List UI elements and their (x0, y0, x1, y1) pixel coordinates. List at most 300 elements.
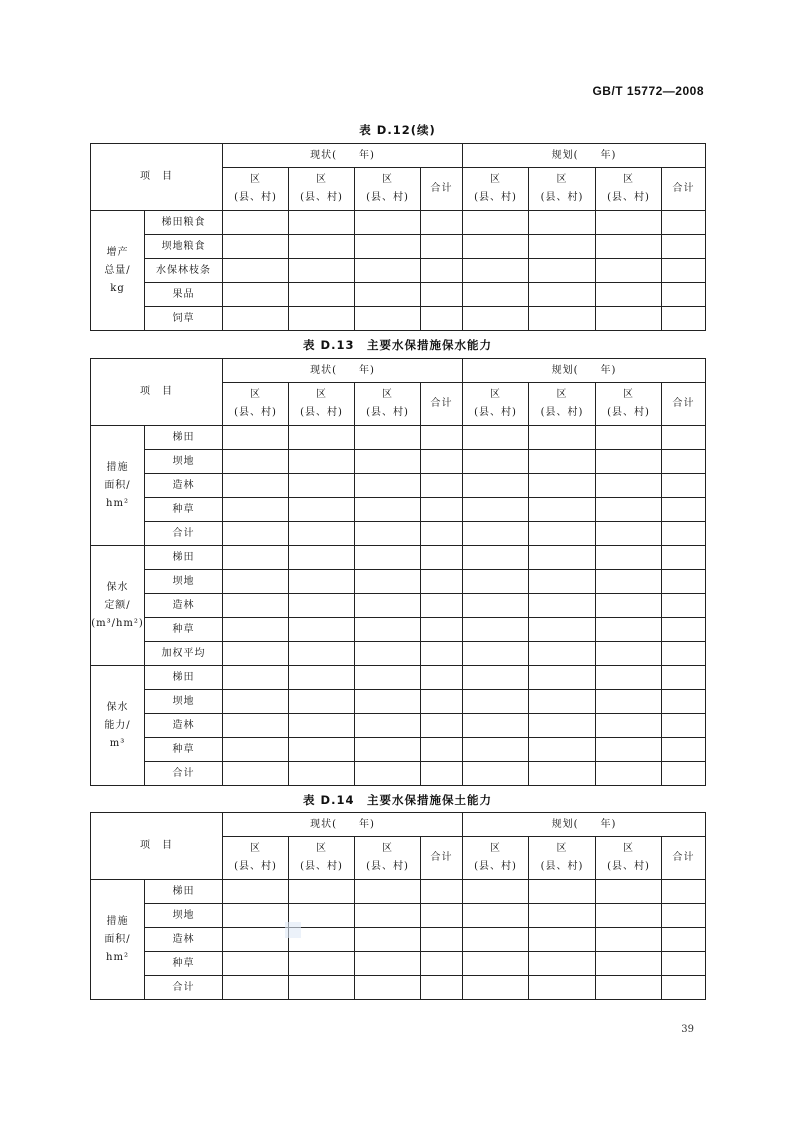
row-label: 坝地 (145, 450, 223, 474)
data-cell (223, 976, 289, 1000)
district-sublabel: (县、村) (300, 407, 343, 418)
district-header (355, 383, 421, 426)
district-header (289, 168, 355, 211)
table-row (91, 880, 706, 904)
data-cell (662, 570, 706, 594)
table-row (91, 976, 706, 1000)
data-cell (596, 259, 662, 283)
table-row (91, 690, 706, 714)
data-cell (421, 594, 463, 618)
table-row (91, 594, 706, 618)
data-cell (421, 426, 463, 450)
row-label: 合计 (145, 522, 223, 546)
data-cell (421, 283, 463, 307)
district-label: 区 (623, 389, 634, 400)
data-cell (223, 259, 289, 283)
data-cell (223, 642, 289, 666)
data-cell (596, 762, 662, 786)
district-header (289, 383, 355, 426)
data-cell (596, 880, 662, 904)
data-cell (463, 498, 529, 522)
row-label: 坝地 (145, 690, 223, 714)
data-cell (289, 618, 355, 642)
data-cell (421, 952, 463, 976)
data-cell (662, 211, 706, 235)
data-cell (596, 426, 662, 450)
total-header: 合计 (421, 383, 463, 426)
data-cell (662, 928, 706, 952)
district-label: 区 (490, 843, 501, 854)
table-row (91, 642, 706, 666)
district-sublabel: (县、村) (540, 192, 584, 203)
data-cell (662, 235, 706, 259)
data-cell (289, 570, 355, 594)
data-cell (529, 211, 596, 235)
header-row (91, 359, 706, 383)
data-cell (596, 546, 662, 570)
data-cell (596, 522, 662, 546)
row-label: 合计 (145, 762, 223, 786)
data-cell (223, 714, 289, 738)
total-header: 合计 (421, 168, 463, 211)
data-cell (223, 211, 289, 235)
table-row (91, 546, 706, 570)
data-cell (421, 618, 463, 642)
data-cell (421, 450, 463, 474)
district-label: 区 (250, 389, 261, 400)
group-label-line: 增产 (106, 246, 129, 258)
district-sublabel: (县、村) (234, 407, 277, 418)
data-cell (529, 426, 596, 450)
data-cell (529, 952, 596, 976)
data-cell (596, 307, 662, 331)
current-year-header: 现状( 年) (223, 144, 463, 168)
table-row (91, 450, 706, 474)
district-header (529, 837, 596, 880)
table-row (91, 283, 706, 307)
current-year-header: 现状( 年) (223, 359, 463, 383)
data-cell (355, 235, 421, 259)
district-sublabel: (县、村) (366, 192, 409, 203)
district-header (223, 837, 289, 880)
row-label: 加权平均 (145, 642, 223, 666)
data-cell (529, 618, 596, 642)
district-header (463, 168, 529, 211)
data-cell (529, 904, 596, 928)
group-label-line: 能力/ (104, 719, 131, 731)
data-cell (289, 450, 355, 474)
data-cell (463, 880, 529, 904)
data-cell (355, 762, 421, 786)
table-d13-caption: 表 D.13 主要水保措施保水能力 (303, 338, 492, 352)
row-label: 种草 (145, 952, 223, 976)
district-header (289, 837, 355, 880)
data-cell (662, 450, 706, 474)
data-cell (529, 928, 596, 952)
data-cell (463, 259, 529, 283)
table-row (91, 714, 706, 738)
total-header: 合计 (421, 837, 463, 880)
district-label: 区 (316, 389, 327, 400)
data-cell (529, 714, 596, 738)
data-cell (355, 690, 421, 714)
data-cell (223, 474, 289, 498)
table-d12 (90, 143, 706, 331)
data-cell (529, 498, 596, 522)
data-cell (289, 546, 355, 570)
row-label: 梯田 (145, 546, 223, 570)
group-label-line: 保水 (106, 701, 129, 713)
district-sublabel: (县、村) (540, 407, 584, 418)
data-cell (289, 211, 355, 235)
row-label: 梯田 (145, 880, 223, 904)
data-cell (289, 235, 355, 259)
data-cell (421, 235, 463, 259)
data-cell (289, 498, 355, 522)
row-label: 种草 (145, 498, 223, 522)
data-cell (223, 307, 289, 331)
row-label: 梯田 (145, 666, 223, 690)
data-cell (223, 498, 289, 522)
table-row (91, 762, 706, 786)
table-row (91, 618, 706, 642)
data-cell (596, 904, 662, 928)
data-cell (662, 498, 706, 522)
district-sublabel: (县、村) (234, 861, 277, 872)
data-cell (463, 642, 529, 666)
data-cell (223, 904, 289, 928)
data-cell (223, 666, 289, 690)
data-cell (596, 450, 662, 474)
data-cell (421, 211, 463, 235)
data-cell (596, 714, 662, 738)
data-cell (529, 738, 596, 762)
data-cell (596, 211, 662, 235)
data-cell (355, 618, 421, 642)
data-cell (529, 522, 596, 546)
district-header (223, 383, 289, 426)
data-cell (662, 904, 706, 928)
data-cell (289, 976, 355, 1000)
data-cell (596, 976, 662, 1000)
district-header (355, 837, 421, 880)
group-label-line: hm² (106, 951, 129, 963)
data-cell (529, 307, 596, 331)
district-label: 区 (490, 174, 501, 185)
data-cell (355, 642, 421, 666)
data-cell (463, 618, 529, 642)
data-cell (662, 714, 706, 738)
district-label: 区 (556, 174, 568, 185)
group-label (91, 666, 145, 786)
data-cell (355, 211, 421, 235)
district-label: 区 (382, 843, 393, 854)
data-cell (289, 474, 355, 498)
data-cell (289, 522, 355, 546)
district-header (596, 837, 662, 880)
data-cell (529, 666, 596, 690)
data-cell (463, 928, 529, 952)
data-cell (223, 450, 289, 474)
data-cell (463, 952, 529, 976)
group-label-line: 定额/ (104, 599, 131, 611)
data-cell (662, 474, 706, 498)
data-cell (421, 546, 463, 570)
data-cell (355, 666, 421, 690)
data-cell (355, 570, 421, 594)
data-cell (662, 522, 706, 546)
table-row (91, 904, 706, 928)
group-label (91, 211, 145, 331)
row-label: 造林 (145, 474, 223, 498)
data-cell (463, 904, 529, 928)
district-label: 区 (382, 174, 393, 185)
data-cell (463, 211, 529, 235)
total-header: 合计 (662, 168, 706, 211)
data-cell (463, 235, 529, 259)
row-label: 梯田粮食 (145, 211, 223, 235)
planned-year-header: 规划( 年) (463, 813, 706, 837)
table-d14-caption: 表 D.14 主要水保措施保土能力 (303, 793, 492, 807)
data-cell (223, 426, 289, 450)
data-cell (355, 880, 421, 904)
data-cell (355, 426, 421, 450)
data-cell (596, 235, 662, 259)
data-cell (223, 952, 289, 976)
group-label-line: 面积/ (104, 479, 131, 491)
data-cell (662, 976, 706, 1000)
data-cell (662, 546, 706, 570)
district-header (596, 383, 662, 426)
group-label (91, 546, 145, 666)
data-cell (421, 738, 463, 762)
district-label: 区 (623, 174, 634, 185)
district-label: 区 (316, 174, 327, 185)
total-header: 合计 (662, 837, 706, 880)
data-cell (355, 546, 421, 570)
table-row (91, 498, 706, 522)
district-label: 区 (250, 843, 261, 854)
data-cell (421, 928, 463, 952)
district-header (223, 168, 289, 211)
data-cell (355, 474, 421, 498)
district-header (355, 168, 421, 211)
data-cell (421, 522, 463, 546)
data-cell (463, 690, 529, 714)
district-label: 区 (250, 174, 261, 185)
district-sublabel: (县、村) (300, 192, 343, 203)
row-label: 造林 (145, 594, 223, 618)
row-label: 梯田 (145, 426, 223, 450)
data-cell (662, 259, 706, 283)
data-cell (529, 762, 596, 786)
data-cell (289, 594, 355, 618)
data-cell (596, 952, 662, 976)
group-label-line: kg (110, 282, 125, 294)
data-cell (529, 546, 596, 570)
data-cell (529, 690, 596, 714)
data-cell (289, 714, 355, 738)
row-label: 合计 (145, 976, 223, 1000)
data-cell (662, 738, 706, 762)
data-cell (421, 976, 463, 1000)
data-cell (355, 976, 421, 1000)
table-d14 (90, 812, 706, 1000)
data-cell (421, 904, 463, 928)
data-cell (355, 594, 421, 618)
row-label: 坝地粮食 (145, 235, 223, 259)
data-cell (223, 235, 289, 259)
data-cell (662, 690, 706, 714)
district-header (463, 383, 529, 426)
data-cell (223, 546, 289, 570)
page-number: 39 (681, 1024, 694, 1035)
district-label: 区 (490, 389, 501, 400)
data-cell (223, 618, 289, 642)
group-label (91, 880, 145, 1000)
data-cell (421, 259, 463, 283)
data-cell (463, 738, 529, 762)
data-cell (463, 307, 529, 331)
data-cell (223, 738, 289, 762)
data-cell (421, 498, 463, 522)
data-cell (355, 259, 421, 283)
data-cell (421, 690, 463, 714)
data-cell (596, 283, 662, 307)
group-label-line: (m³/hm²) (91, 617, 144, 629)
group-label-line: 面积/ (104, 933, 131, 945)
data-cell (421, 714, 463, 738)
row-label: 种草 (145, 618, 223, 642)
data-cell (662, 426, 706, 450)
data-cell (289, 307, 355, 331)
district-sublabel: (县、村) (474, 192, 517, 203)
data-cell (662, 666, 706, 690)
data-cell (529, 235, 596, 259)
data-cell (596, 690, 662, 714)
data-cell (463, 714, 529, 738)
data-cell (596, 570, 662, 594)
group-label-line: 总量/ (104, 264, 131, 276)
table-row (91, 259, 706, 283)
row-label: 饲草 (145, 307, 223, 331)
district-sublabel: (县、村) (234, 192, 277, 203)
table-d12-caption: 表 D.12(续) (359, 123, 436, 137)
data-cell (529, 976, 596, 1000)
data-cell (421, 880, 463, 904)
data-cell (289, 259, 355, 283)
data-cell (662, 880, 706, 904)
data-cell (463, 450, 529, 474)
data-cell (421, 570, 463, 594)
data-cell (421, 762, 463, 786)
district-sublabel: (县、村) (474, 861, 517, 872)
row-label: 水保林枝条 (145, 259, 223, 283)
data-cell (662, 594, 706, 618)
data-cell (289, 283, 355, 307)
data-cell (421, 307, 463, 331)
data-cell (355, 522, 421, 546)
data-cell (289, 738, 355, 762)
data-cell (355, 450, 421, 474)
table-row (91, 426, 706, 450)
table-row (91, 211, 706, 235)
group-label-line: hm² (106, 497, 129, 509)
item-header: 项 目 (91, 359, 223, 426)
data-cell (355, 738, 421, 762)
district-sublabel: (县、村) (607, 861, 650, 872)
row-label: 坝地 (145, 904, 223, 928)
watermark-mark (285, 922, 301, 938)
data-cell (463, 522, 529, 546)
data-cell (355, 928, 421, 952)
data-cell (355, 307, 421, 331)
data-cell (421, 642, 463, 666)
table-row (91, 952, 706, 976)
row-label: 造林 (145, 714, 223, 738)
district-header (529, 168, 596, 211)
row-label: 造林 (145, 928, 223, 952)
data-cell (463, 666, 529, 690)
data-cell (529, 450, 596, 474)
data-cell (529, 880, 596, 904)
data-cell (662, 307, 706, 331)
data-cell (529, 474, 596, 498)
table-row (91, 235, 706, 259)
row-label: 坝地 (145, 570, 223, 594)
data-cell (421, 666, 463, 690)
table-row (91, 666, 706, 690)
data-cell (662, 762, 706, 786)
header-row (91, 813, 706, 837)
data-cell (662, 642, 706, 666)
table-row (91, 570, 706, 594)
data-cell (529, 259, 596, 283)
item-header: 项 目 (91, 144, 223, 211)
data-cell (355, 904, 421, 928)
data-cell (463, 283, 529, 307)
group-label-line: 保水 (106, 581, 129, 593)
data-cell (355, 498, 421, 522)
data-cell (529, 283, 596, 307)
district-sublabel: (县、村) (607, 192, 650, 203)
data-cell (223, 690, 289, 714)
standard-number: GB/T 15772—2008 (592, 84, 704, 98)
table-row (91, 307, 706, 331)
data-cell (529, 594, 596, 618)
data-cell (463, 762, 529, 786)
group-label-line: 措施 (106, 915, 129, 927)
data-cell (355, 714, 421, 738)
data-cell (463, 546, 529, 570)
district-header (463, 837, 529, 880)
data-cell (289, 426, 355, 450)
data-cell (289, 880, 355, 904)
data-cell (223, 522, 289, 546)
district-sublabel: (县、村) (366, 407, 409, 418)
current-year-header: 现状( 年) (223, 813, 463, 837)
data-cell (289, 690, 355, 714)
data-cell (289, 642, 355, 666)
district-label: 区 (316, 843, 327, 854)
group-label-line: 措施 (106, 461, 129, 473)
data-cell (355, 952, 421, 976)
header-row (91, 144, 706, 168)
district-sublabel: (县、村) (300, 861, 343, 872)
data-cell (529, 642, 596, 666)
data-cell (596, 498, 662, 522)
table-d13 (90, 358, 706, 786)
